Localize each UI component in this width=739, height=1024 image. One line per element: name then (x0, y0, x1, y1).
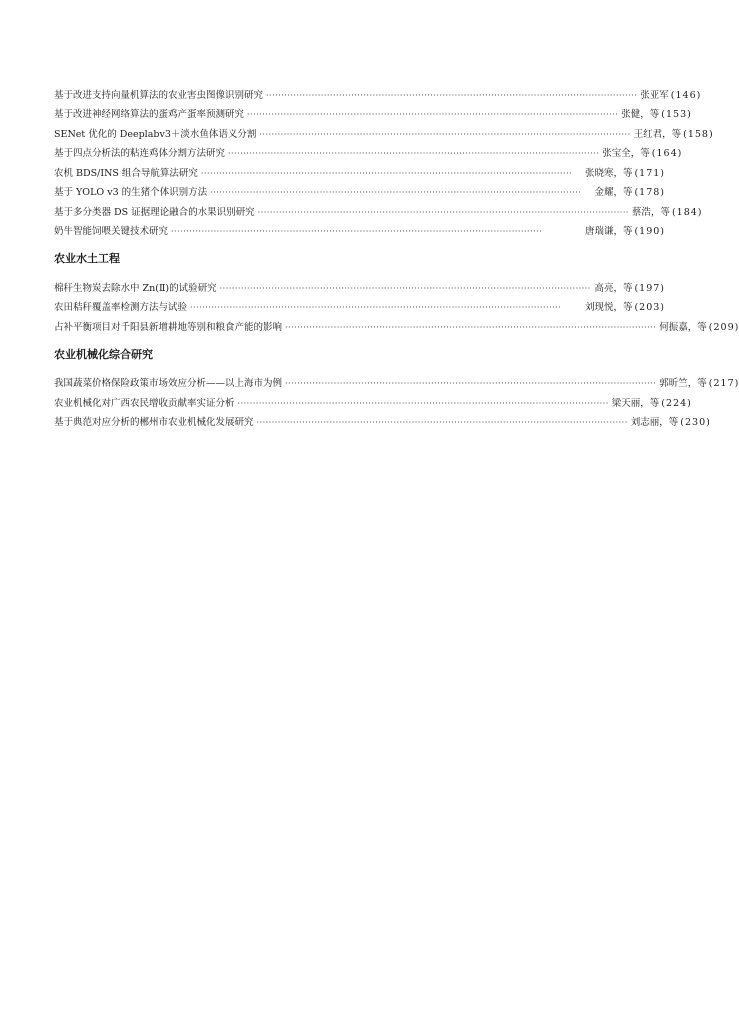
entry-author: 郭昕竺，等 (659, 378, 707, 389)
toc-entry[interactable] (54, 121, 714, 141)
entry-title: 我国蔬菜价格保险政策市场效应分析——以上海市为例 (54, 378, 283, 389)
table-of-contents (54, 82, 739, 429)
entry-author: 何振嘉，等 (659, 321, 707, 333)
entry-title: SENet 优化的 Deeplabv3＋淡水鱼体语义分割 (54, 128, 257, 140)
toc-entry[interactable] (54, 371, 739, 391)
toc-entry[interactable] (54, 199, 703, 219)
entry-page: (197) (634, 282, 665, 294)
entry-page: (203) (634, 302, 665, 313)
entry-title: 基于 YOLO v3 的生猪个体识别方法 (54, 187, 208, 198)
toc-entry[interactable] (54, 219, 665, 239)
dot-leader: ·························································································································· (219, 283, 591, 293)
entry-page: (230) (680, 417, 711, 428)
entry-title: 棉秆生物炭去除水中 Zn(Ⅱ)的试验研究 (54, 282, 217, 294)
entry-title: 基于改进神经网络算法的蛋鸡产蛋率预测研究 (54, 109, 245, 120)
entry-author: 张宝全，等 (602, 148, 650, 159)
dot-leader: ·························································································································· (237, 398, 609, 408)
entry-title: 基于改进支持向量机算法的农业害虫图像识别研究 (54, 89, 264, 101)
toc-entry[interactable] (54, 410, 711, 430)
dot-leader: ·························································································································· (171, 227, 543, 236)
entry-title: 占补平衡项目对千阳县新增耕地等别和粮食产能的影响 (54, 321, 283, 333)
entry-page: (178) (634, 187, 665, 198)
entry-title: 基于四点分析法的粘连鸡体分割方法研究 (54, 148, 226, 159)
dot-leader: ·························································································································· (259, 129, 631, 139)
entry-title: 奶牛智能饲喂关键技术研究 (54, 226, 169, 237)
dot-leader: ·························································································································· (256, 418, 628, 427)
entry-page: (171) (634, 167, 665, 179)
entry-title: 农机 BDS/INS 组合导航算法研究 (54, 167, 198, 179)
toc-section (54, 82, 714, 238)
entry-author: 张晓寒，等 (584, 167, 633, 179)
entry-page: (217) (708, 378, 739, 389)
entry-page: (190) (634, 226, 665, 237)
entry-author: 梁天丽，等 (611, 397, 660, 409)
entry-author: 唐瑞谦，等 (584, 226, 633, 237)
toc-entry[interactable] (54, 82, 702, 102)
dot-leader: ·························································································································· (200, 168, 573, 178)
toc-entry[interactable] (54, 275, 665, 295)
entry-author: 高亮，等 (594, 282, 633, 294)
dot-leader: ·························································································································· (190, 303, 562, 312)
toc-entry[interactable] (54, 180, 665, 200)
entry-page: (184) (671, 206, 703, 218)
entry-page: (164) (651, 148, 683, 159)
entry-author: 张健，等 (621, 109, 660, 120)
toc-entry[interactable] (54, 102, 692, 122)
entry-title: 基于典范对应分析的郴州市农业机械化发展研究 (54, 417, 254, 428)
toc-entry[interactable] (54, 295, 665, 315)
toc-section (54, 249, 739, 334)
dot-leader: ·························································································································· (257, 207, 629, 217)
entry-page: (153) (661, 109, 692, 120)
dot-leader: ·························································································································· (285, 379, 657, 388)
entry-author: 张亚军 (640, 89, 669, 101)
toc-entry[interactable] (54, 390, 692, 410)
toc-section (54, 345, 739, 430)
entry-title: 农业机械化对广西农民增收贡献率实证分析 (54, 397, 235, 409)
section-heading: 农业水土工程 (54, 252, 120, 265)
entry-author: 刘志丽，等 (630, 417, 679, 428)
dot-leader: ·························································································································· (285, 322, 657, 332)
toc-entry[interactable] (54, 160, 665, 180)
toc-entry[interactable] (54, 314, 739, 334)
dot-leader: ·························································································································· (266, 90, 638, 100)
dot-leader: ·························································································································· (247, 110, 619, 119)
entry-title: 基于多分类器 DS 证据理论融合的水果识别研究 (54, 206, 255, 218)
entry-author: 蔡浩，等 (631, 206, 670, 218)
entry-page: (224) (661, 397, 692, 409)
entry-title: 农田秸秆覆盖率检测方法与试验 (54, 302, 188, 313)
entry-page: (158) (683, 128, 714, 140)
section-heading: 农业机械化综合研究 (54, 347, 153, 361)
entry-author: 刘现悦，等 (584, 302, 633, 313)
dot-leader: ·························································································································· (210, 188, 582, 197)
toc-entry[interactable] (54, 141, 683, 161)
entry-page: (209) (708, 321, 739, 333)
entry-author: 金耀，等 (594, 187, 633, 198)
dot-leader: ·························································································································· (228, 149, 600, 158)
entry-page: (146) (670, 89, 702, 101)
entry-author: 王红君，等 (633, 128, 682, 140)
